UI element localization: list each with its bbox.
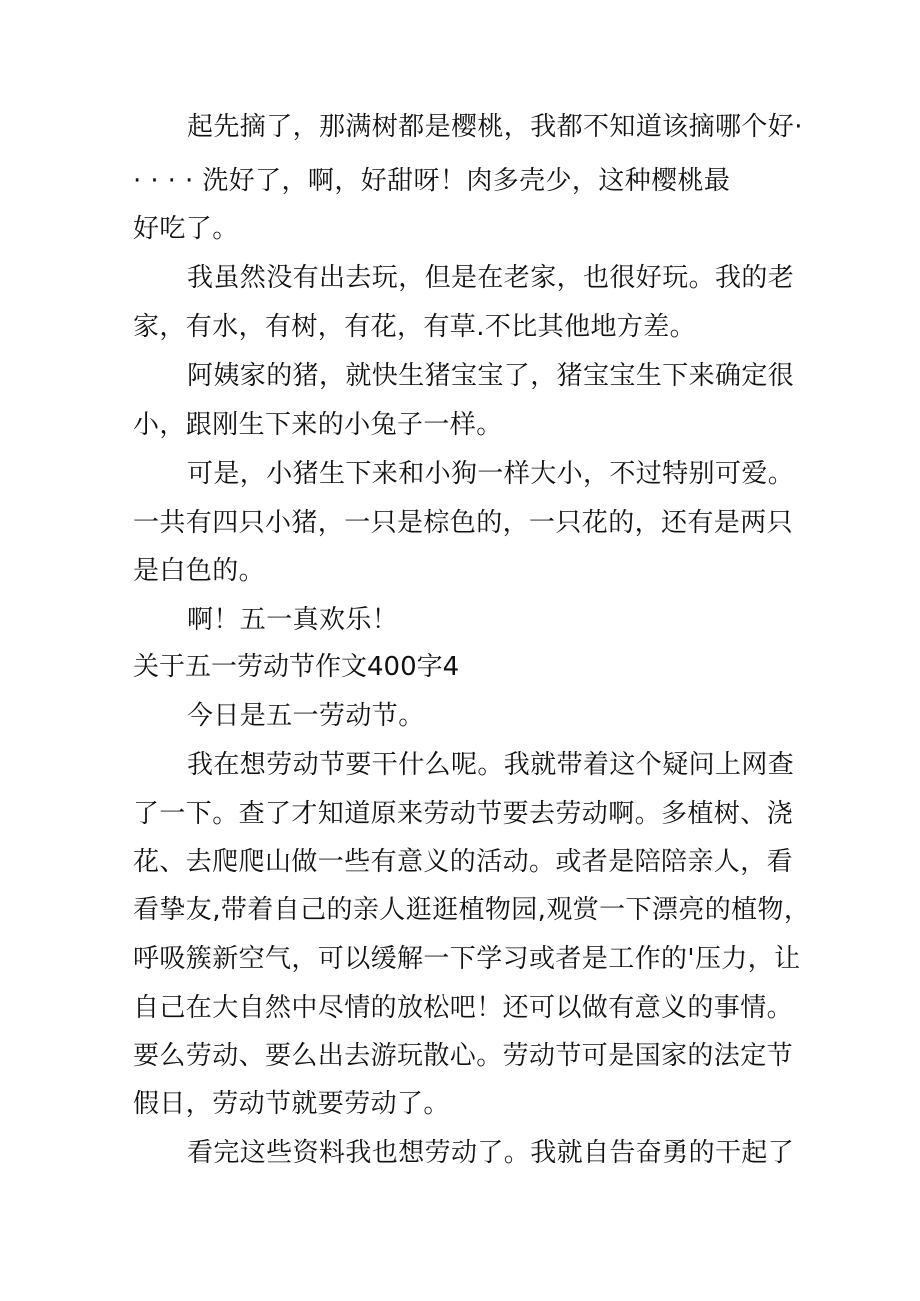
text-line: 起先摘了，那满树都是樱桃，我都不知道该摘哪个好·: [187, 112, 803, 142]
text-line: 小，跟刚生下来的小兔子一样。: [133, 410, 503, 440]
text-line: 假日，劳动节就要劳动了。: [133, 1089, 450, 1119]
text-line: 看完这些资料我也想劳动了。我就自告奋勇的干起了: [187, 1138, 795, 1168]
text-line: 啊！五一真欢乐！: [187, 605, 399, 635]
text-line: 要么劳动、要么出去游玩散心。劳动节可是国家的法定节: [133, 1041, 794, 1071]
text-line: 是白色的。: [133, 556, 266, 586]
text-line: 好吃了。: [133, 214, 239, 244]
section-heading: 关于五一劳动节作文400字4: [133, 652, 460, 682]
text-line: 一共有四只小猪，一只是棕色的，一只花的，还有是两只: [133, 508, 794, 538]
text-line: 阿姨家的猪，就快生猪宝宝了，猪宝宝生下来确定很: [187, 361, 795, 391]
text-line: · · · · 洗好了，啊，好甜呀！肉多壳少，这种樱桃最: [133, 166, 731, 196]
text-line: 家，有水，有树，有花，有草.不比其他地方差。: [133, 312, 697, 342]
text-line: 自己在大自然中尽情的放松吧！还可以做有意义的事情。: [133, 993, 794, 1023]
text-line: 我在想劳动节要干什么呢。我就带着这个疑问上网查: [187, 750, 795, 780]
text-line: 可是，小猪生下来和小狗一样大小，不过特别可爱。: [187, 459, 795, 489]
text-line: 看挚友,带着自己的亲人逛逛植物园,观赏一下漂亮的植物，: [133, 895, 811, 925]
text-line: 我虽然没有出去玩，但是在老家，也很好玩。我的老: [187, 263, 795, 293]
text-line: 今日是五一劳动节。: [187, 701, 425, 731]
text-line: 了一下。查了才知道原来劳动节要去劳动啊。多植树、浇: [133, 799, 794, 829]
text-line: 呼吸簇新空气，可以缓解一下学习或者是工作的'压力，让: [133, 944, 801, 974]
text-line: 花、去爬爬山做一些有意义的活动。或者是陪陪亲人，看: [133, 847, 794, 877]
